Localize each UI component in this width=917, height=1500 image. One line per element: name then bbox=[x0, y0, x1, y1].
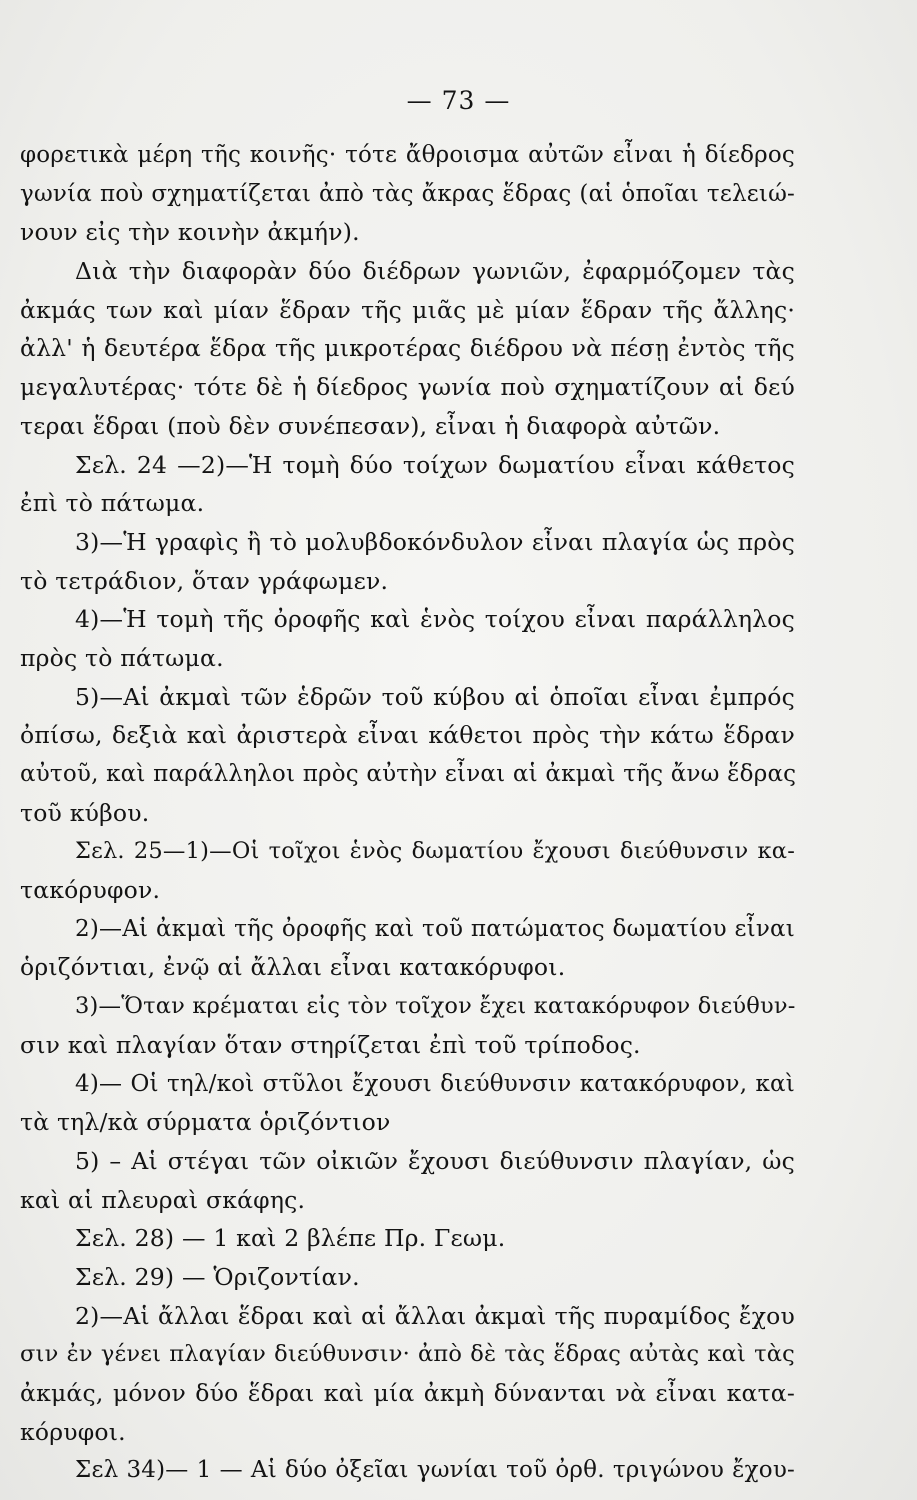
text-line: 5)—Αἱ ἀκμαὶ τῶν ἑδρῶν τοῦ κύβου αἱ ὁποῖαι εἶναι ἐμπρός bbox=[75, 682, 795, 711]
text-line: Σελ. 28) — 1 καὶ 2 βλέπε Πρ. Γεωμ. bbox=[75, 1224, 506, 1253]
text-line: Σελ. 24 —2)—Ἡ τομὴ δύο τοίχων δωματίου εἶναι κάθετος bbox=[75, 450, 795, 479]
text-line: σιν καὶ πλαγίαν ὅταν στηρίζεται ἐπὶ τοῦ τρίποδος. bbox=[20, 1030, 641, 1059]
text-line: τεραι ἕδραι (ποὺ δὲν συνέπεσαν), εἶναι ἡ διαφορὰ αὐτῶν. bbox=[20, 411, 721, 440]
text-line: ὀπίσω, δεξιὰ καὶ ἀριστερὰ εἶναι κάθετοι πρὸς τὴν κάτω ἕδραν bbox=[20, 721, 795, 750]
text-line: Σελ. 29) — Ὁριζοντίαν. bbox=[75, 1262, 360, 1291]
page-number: — 73 — bbox=[406, 86, 511, 115]
text-line: 3)—Ἡ γραφὶς ἢ τὸ μολυβδοκόνδυλον εἶναι πλαγία ὡς πρὸς bbox=[75, 527, 795, 556]
text-line: Διὰ τὴν διαφορὰν δύο διέδρων γωνιῶν, ἐφαρμόζομεν τὰς bbox=[75, 257, 795, 286]
text-line: Σελ. 25—1)—Οἱ τοῖχοι ἑνὸς δωματίου ἔχουσι διεύθυνσιν κα- bbox=[75, 838, 795, 865]
text-line: 3)—Ὅταν κρέμαται εἰς τὸν τοῖχον ἔχει κατακόρυφον διεύθυν- bbox=[75, 993, 796, 1020]
text-line: Σελ 34)— 1 — Αἱ δύο ὀξεῖαι γωνίαι τοῦ ὀρθ. τριγώνου ἔχου- bbox=[75, 1457, 795, 1484]
text-line: τὸ τετράδιον, ὅταν γράφωμεν. bbox=[20, 566, 389, 595]
text-line: 2)—Αἱ ἀκμαὶ τῆς ὀροφῆς καὶ τοῦ πατώματος δωματίου εἶναι bbox=[75, 915, 795, 942]
text-line: 4)—Ἡ τομὴ τῆς ὀροφῆς καὶ ἑνὸς τοίχου εἶναι παράλληλος bbox=[75, 605, 795, 634]
text-line: 5) – Αἱ στέγαι τῶν οἰκιῶν ἔχουσι διεύθυνσιν πλαγίαν, ὡς bbox=[75, 1146, 795, 1175]
text-line: τὰ τηλ/κὰ σύρματα ὁριζόντιον bbox=[20, 1108, 391, 1137]
text-line: τακόρυφον. bbox=[20, 876, 161, 905]
text-line: νουν εἰς τὴν κοινὴν ἀκμήν). bbox=[20, 218, 360, 247]
text-line: καὶ αἱ πλευραὶ σκάφης. bbox=[20, 1185, 306, 1214]
text-line: κόρυφοι. bbox=[20, 1417, 126, 1446]
text-line: πρὸς τὸ πάτωμα. bbox=[20, 643, 224, 672]
text-line: γωνία ποὺ σχηματίζεται ἀπὸ τὰς ἄκρας ἕδρας (αἱ ὁποῖαι τελειώ- bbox=[20, 180, 795, 207]
text-line: τοῦ κύβου. bbox=[20, 798, 150, 827]
text-line: ὁριζόντιαι, ἐνῷ αἱ ἄλλαι εἶναι κατακόρυφοι. bbox=[20, 953, 566, 982]
body-text bbox=[20, 136, 795, 1490]
text-line: 2)—Αἱ ἄλλαι ἕδραι καὶ αἱ ἄλλαι ἀκμαὶ τῆς πυραμίδος ἔχου bbox=[75, 1301, 795, 1330]
text-line: ἀλλ' ἡ δευτέρα ἕδρα τῆς μικροτέρας διέδρου νὰ πέσῃ ἐντὸς τῆς bbox=[20, 334, 795, 363]
text-line: σιν ἐν γένει πλαγίαν διεύθυνσιν· ἀπὸ δὲ τὰς ἕδρας αὐτὰς καὶ τὰς bbox=[20, 1341, 795, 1368]
text-line: μεγαλυτέρας· τότε δὲ ἡ δίεδρος γωνία ποὺ σχηματίζουν αἱ δεύ bbox=[20, 373, 795, 402]
text-line: ἀκμάς, μόνον δύο ἕδραι καὶ μία ἀκμὴ δύνανται νὰ εἶναι κατα- bbox=[20, 1379, 795, 1407]
text-line: αὐτοῦ, καὶ παράλληλοι πρὸς αὐτὴν εἶναι αἱ ἀκμαὶ τῆς ἄνω ἕδρας bbox=[20, 761, 797, 787]
text-line: 4)— Οἱ τηλ/κοὶ στῦλοι ἔχουσι διεύθυνσιν κατακόρυφον, καὶ bbox=[75, 1070, 795, 1097]
text-line: ἀκμάς των καὶ μίαν ἕδραν τῆς μιᾶς μὲ μίαν ἕδραν τῆς ἄλλης· bbox=[20, 295, 795, 324]
text-line: ἐπὶ τὸ πάτωμα. bbox=[20, 489, 205, 518]
text-line: φορετικὰ μέρη τῆς κοινῆς· τότε ἄθροισμα αὐτῶν εἶναι ἡ δίεδρος bbox=[20, 142, 795, 168]
